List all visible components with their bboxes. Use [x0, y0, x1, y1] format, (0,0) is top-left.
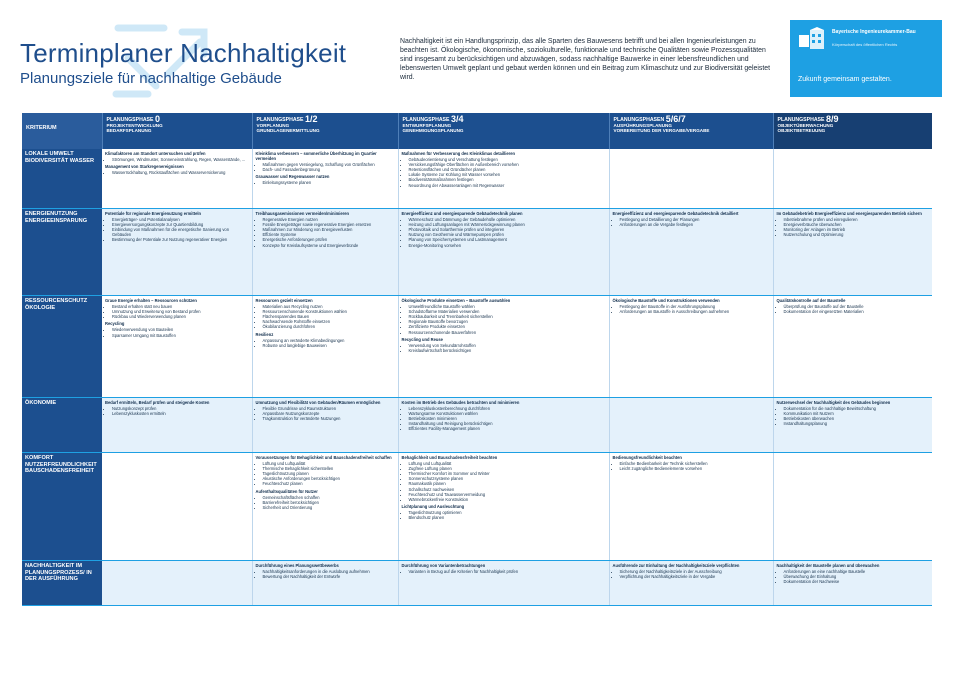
list-item: • Inbetriebnahme prüfen und einregulieren	[784, 217, 929, 222]
phase-cell	[609, 561, 773, 606]
cell-list	[105, 157, 249, 162]
list-item: • Effizientes Facility-Management planen	[409, 426, 606, 431]
cell-list	[256, 406, 395, 421]
cell-list	[105, 170, 249, 175]
list-item: • Wiederverwendung von Bauteilen	[112, 327, 249, 332]
cell-heading: Grauwasser und Regenwasser nutzen	[255, 174, 330, 180]
column-header-phase-5-6-7: PLANUNGSPHASEN 5/6/7 AUSFÜHRUNGSPLANUNG VORBEREITUNG DER VERGABE/VERGABE	[609, 113, 773, 149]
phase-cell	[252, 149, 398, 209]
org-sub: Körperschaft des öffentlichen Rechts	[832, 42, 898, 47]
list-item: • Energie-Monitoring vorsehen	[409, 243, 606, 248]
page-header	[0, 0, 953, 112]
list-item: • Instandhaltung und Reinigung berücksichtigen	[409, 421, 606, 426]
phase-cell	[609, 453, 773, 561]
list-item: • Anforderungen an eine nachhaltige Baustelle	[784, 569, 929, 574]
list-item: • Robuste und langlebige Bauweisen	[263, 343, 395, 348]
list-item: • Tageslichtnutzung planen	[263, 471, 395, 476]
phase-cell	[102, 296, 252, 398]
table-row	[22, 149, 932, 209]
column-header-kriterium: KRITERIUM	[22, 113, 102, 149]
cell-heading: Resilienz	[255, 331, 274, 337]
list-item: • Lokale Systeme zur Kühlung mit Wasser vorsehen	[409, 172, 606, 177]
cell-list	[256, 495, 395, 510]
phase-cell	[398, 149, 609, 209]
phase-cell	[773, 149, 932, 209]
cell-list	[402, 343, 606, 353]
list-item: • Leicht zugängliche Bedienelemente vorsehen	[620, 466, 770, 471]
phase-cell	[609, 398, 773, 453]
list-item: • Biodiversitätsmaßnahmen festlegen	[409, 177, 606, 182]
column-header-phase-8-9: PLANUNGSPHASE 8/9 OBJEKTÜBERWACHUNG OBJEKTBETREUUNG	[773, 113, 932, 149]
phase-cell	[773, 453, 932, 561]
cell-heading: Voraussetzungen für Behaglichkeit und Bauschadensfreiheit schaffen	[255, 455, 392, 460]
list-item: • Retentionsflächen und Gründächer planen	[409, 167, 606, 172]
cell-heading: Aufenthaltsqualitäten für Nutzer	[255, 488, 318, 494]
list-item: • Wartungsarme Konstruktionen wählen	[409, 411, 606, 416]
list-item: • Dokumentation der Nachweise	[784, 579, 929, 584]
list-item: • Sonnenschutzsysteme planen	[409, 476, 606, 481]
cell-heading: Durchführung von Variantenbetrachtungen	[401, 563, 486, 568]
phase-cell	[102, 453, 252, 561]
cell-list	[105, 217, 249, 242]
phase-cell	[398, 209, 609, 296]
cell-list	[402, 157, 606, 188]
list-item: • Umweltfreundliche Baustoffe wählen	[409, 304, 606, 309]
cell-heading: Kosten im Betrieb des Gebäudes betrachten und minimieren	[401, 400, 520, 405]
list-item: • Photovoltaik und Solarthermie prüfen und integrieren	[409, 227, 606, 232]
list-item: • Raumakustik planen	[409, 481, 606, 486]
list-item: • Strömungen, Windmuster, Sonneneinstrahlung, Regen, Wasserstände, ...	[112, 157, 249, 162]
cell-heading: Recycling	[105, 321, 125, 327]
cell-list	[105, 327, 249, 337]
list-item: • Lüftung und Luftqualität	[409, 461, 606, 466]
cell-heading: Potentiale für regionale Energienutzung ermitteln	[105, 211, 201, 216]
criterion-label: NACHHALTIGKEIT IM PLANUNGSPROZESS/ IN DER AUSFÜHRUNG	[22, 561, 102, 606]
list-item: • Heizung und Lüftungsanlagen mit Wärmerückgewinnung planen	[409, 222, 606, 227]
list-item: • Einbindung von Maßnahmen für die energetische Sanierung von Gebäuden	[112, 227, 249, 237]
cell-list	[402, 406, 606, 431]
phase-cell	[398, 453, 609, 561]
cell-heading: Bedienungsfreundlichkeit beachten	[612, 455, 682, 460]
phase-cell	[102, 561, 252, 606]
phase-cell	[252, 398, 398, 453]
list-item: • Energieträger- und Potentialanalysen	[112, 217, 249, 222]
cell-list	[402, 217, 606, 248]
cell-heading: Durchführung eines Planungswettbewerbs	[255, 563, 339, 568]
list-item: • Akustische Anforderungen berücksichtigen	[263, 476, 395, 481]
list-item: • Regenerative Energien nutzen	[263, 217, 395, 222]
list-item: • Nachhaltigkeitsanforderungen in die Auslobung aufnehmen	[263, 569, 395, 574]
list-item: • Zertifizierte Produkte einsetzen	[409, 324, 606, 329]
list-item: • Umnutzung und Erweiterung von Bestand prüfen	[112, 309, 249, 314]
list-item: • Neuordnung der Abwasseranlagen mit Regenwasser	[409, 183, 606, 188]
list-item: • Sparsamer Umgang mit Baustoffen	[112, 333, 249, 338]
cell-list	[777, 217, 929, 237]
list-item: • Wärmeschutz und Dämmung der Gebäudehülle optimieren	[409, 217, 606, 222]
list-item: • Instandhaltungsplanung	[784, 421, 929, 426]
cell-list	[105, 304, 249, 319]
list-item: • Schallschutz nachweisen	[409, 487, 606, 492]
brand-box	[790, 20, 942, 97]
cell-heading: Klimafaktoren am Standort untersuchen und prüfen	[105, 151, 206, 156]
cell-heading: Behaglichkeit und Bauschadensfreiheit beachten	[401, 455, 498, 460]
list-item: • Bestand erhalten statt neu bauen	[112, 304, 249, 309]
list-item: • Feuchteschutz und Tauwasservermeidung	[409, 492, 606, 497]
page-title: Terminplaner Nachhaltigkeit	[20, 38, 347, 68]
phase-cell	[609, 149, 773, 209]
list-item: • Maßnahmen gegen Versiegelung, Schaffung von Grünflächen	[263, 162, 395, 167]
cell-list	[402, 510, 606, 520]
list-item: • Konzepte für Kreislaufsysteme und Energieverbünde	[263, 243, 395, 248]
list-item: • Effiziente Systeme	[263, 232, 395, 237]
list-item: • Schadstoffarme Materialien verwenden	[409, 309, 606, 314]
list-item: • Barrierefreiheit berücksichtigen	[263, 500, 395, 505]
list-item: • Tageslichtnutzung optimieren	[409, 510, 606, 515]
list-item: • Dokumentation für die nachhaltige Bewirtschaftung	[784, 406, 929, 411]
phase-cell	[252, 453, 398, 561]
cell-heading: Treibhausgasemissionen vermeiden/minimieren	[255, 211, 350, 216]
list-item: • Blendschutz planen	[409, 515, 606, 520]
list-item: • Thermische Behaglichkeit sicherstellen	[263, 466, 395, 471]
list-item: • Ökobilanzierung durchführen	[263, 324, 395, 329]
cell-heading: Recycling und Reuse	[401, 336, 443, 342]
list-item: • Überwachung der Einhaltung	[784, 574, 929, 579]
cell-heading: Management von Starkregenereignissen	[105, 164, 184, 170]
criterion-label: ÖKONOMIE	[22, 398, 102, 453]
cell-heading: Qualitätskontrolle auf der Baustelle	[776, 298, 846, 303]
planner-table-area	[22, 113, 932, 629]
phase-cell	[609, 296, 773, 398]
list-item: • Thermischer Komfort im Sommer und Winter	[409, 471, 606, 476]
list-item: • Materialien aus Recycling nutzen	[263, 304, 395, 309]
list-item: • Feuchteschutz planen	[263, 481, 395, 486]
cell-list	[256, 162, 395, 172]
cell-list	[256, 461, 395, 486]
phase-cell	[252, 561, 398, 606]
cell-heading: Graue Energie erhalten – Ressourcen schützen	[105, 298, 197, 303]
list-item: • Betriebskosten minimieren	[409, 416, 606, 421]
cell-list	[256, 217, 395, 248]
list-item: • Anforderungen an Baustoffe in Ausschreibungen aufnehmen	[620, 309, 770, 314]
list-item: • Zugfreie Lüftung planen	[409, 466, 606, 471]
cell-list	[402, 461, 606, 502]
list-item: • Wärmebrückenfreie Konstruktion	[409, 497, 606, 502]
list-item: • Überprüfung der Baustoffe auf der Baustelle	[784, 304, 929, 309]
phase-cell	[102, 149, 252, 209]
list-item: • Sicherheit und Orientierung	[263, 505, 395, 510]
criterion-label: ENERGIENUTZUNG ENERGIEEINSPARUNG	[22, 209, 102, 296]
list-item: • Verpflichtung der Nachhaltigkeitsziele in der Vergabe	[620, 574, 770, 579]
cell-heading: Kleinklima verbessern – sommerliche Überhitzung im Quartier vermeiden	[255, 151, 377, 162]
table-row	[22, 453, 932, 561]
phase-cell	[102, 209, 252, 296]
list-item: • Maßnahmen zur Minderung von Energieverlusten	[263, 227, 395, 232]
cell-list	[777, 569, 929, 584]
list-item: • Nachwachsende Rohstoffe einsetzen	[263, 319, 395, 324]
cell-heading: Ausführende zur Einhaltung der Nachhaltigkeitsziele verpflichten	[612, 563, 740, 568]
phase-cell	[773, 209, 932, 296]
cell-list	[256, 569, 395, 579]
list-item: • Festlegung der Baustoffe in der Ausführungsplanung	[620, 304, 770, 309]
list-item: • Bestimmung der Potentiale zur Nutzung regenerativer Energien	[112, 237, 249, 242]
list-item: • Tragkonstruktion für veränderte Nutzungen	[263, 416, 395, 421]
cell-heading: Ökologische Baustoffe und Konstruktionen verwenden	[612, 298, 720, 303]
cell-list	[256, 338, 395, 348]
cell-list	[777, 406, 929, 426]
list-item: • Festlegung und Detaillierung der Planungen	[620, 217, 770, 222]
list-item: • Sicherung der Nachhaltigkeitsziele in der Ausschreibung	[620, 569, 770, 574]
cell-heading: Im Gebäudebetrieb Energieeffizienz und energiesparenden Betrieb sichern	[776, 211, 922, 216]
list-item: • Lebenszykluskosten ermitteln	[112, 411, 249, 416]
list-item: • Einleitungssysteme planen	[263, 180, 395, 185]
intro-text: Nachhaltigkeit ist ein Handlungsprinzip, das alle Sparten des Bauwesens betrifft und bei allen Ingenieurleistungen zu beachten ist. Ökologische, ökonomische, soziokulturelle, funktionale und technische Qualitäten sowie Prozessqualitäten sind insgesamt zu berücksichtigen und abzuwägen, sodass nachhaltige Bauwerke in einer lebensfreundlichen und lebenswerten Umwelt geplant und gebaut werden können und ein Beitrag zum Klimaschutz und zur Biodiversität geleistet wird.	[400, 38, 771, 81]
list-item: • Bewertung der Nachhaltigkeit der Entwürfe	[263, 574, 395, 579]
list-item: • Energieverbräuche überwachen	[784, 222, 929, 227]
list-item: • Varianten in Bezug auf die Kriterien für Nachhaltigkeit prüfen	[409, 569, 606, 574]
list-item: • Energetische Anforderungen prüfen	[263, 237, 395, 242]
list-item: • Anpassbare Nutzungskonzepte	[263, 411, 395, 416]
list-item: • Gemeinschaftsflächen schaffen	[263, 495, 395, 500]
list-item: • Betriebskosten überwachen	[784, 416, 929, 421]
phase-cell	[252, 209, 398, 296]
phase-cell	[609, 209, 773, 296]
list-item: • Wasserrückhaltung, Rückstauflächen und Wasserversickerung	[112, 170, 249, 175]
list-item: • Ressourcenschonende Konstruktionen wählen	[263, 309, 395, 314]
list-item: • Ressourcenschonende Bauverfahren	[409, 330, 606, 335]
cell-list	[777, 304, 929, 314]
list-item: • Dach- und Fassadenbegrünung	[263, 167, 395, 172]
list-item: • Regionale Baustoffe bevorzugen	[409, 319, 606, 324]
cell-heading: Ressourcen gezielt einsetzen	[255, 298, 313, 303]
list-item: • Lüftung und Luftqualität	[263, 461, 395, 466]
list-item: • Flächensparendes Bauen	[263, 314, 395, 319]
planner-table	[22, 113, 932, 606]
phase-cell	[398, 296, 609, 398]
phase-cell	[252, 296, 398, 398]
list-item: • Verwendung von Sekundärrohstoffen	[409, 343, 606, 348]
phase-cell	[773, 561, 932, 606]
list-item: • Anforderungen an die Vergabe festlegen	[620, 222, 770, 227]
table-row	[22, 398, 932, 453]
cell-heading: Umnutzung und Flexibilität von Gebäuden/Räumen ermöglichen	[255, 400, 381, 405]
table-row	[22, 209, 932, 296]
list-item: • Kommunikation mit Nutzern	[784, 411, 929, 416]
cell-heading: Maßnahmen für Verbesserung des Kleinklimas detaillieren	[401, 151, 516, 156]
list-item: • Fossile Energieträger sowie regenerative Energien ersetzen	[263, 222, 395, 227]
list-item: • Energieversorgungskonzepte zur Quartiersbildung	[112, 222, 249, 227]
chamber-logo-icon	[798, 27, 826, 53]
phase-cell	[398, 398, 609, 453]
page-subtitle: Planungsziele für nachhaltige Gebäude	[20, 70, 282, 87]
cell-heading: Bedarf ermitteln, Bedarf prüfen und steigende Kosten	[105, 400, 210, 405]
list-item: • Nutzungskonzept prüfen	[112, 406, 249, 411]
list-item: • Versickerungsfähige Oberflächen im Außenbereich vorsehen	[409, 162, 606, 167]
list-item: • Planung von Speichersystemen und Lastmanagement	[409, 237, 606, 242]
list-item: • Rückbaubarkeit und Trennbarkeit sicherstellen	[409, 314, 606, 319]
list-item: • Monitoring der Anlagen im Betrieb	[784, 227, 929, 232]
column-header-phase-0: PLANUNGSPHASE 0 PROJEKTENTWICKLUNG BEDARFSPLANUNG	[102, 113, 252, 149]
list-item: • Nutzung von Geothermie und Wärmepumpen prüfen	[409, 232, 606, 237]
cell-list	[402, 304, 606, 335]
table-row	[22, 296, 932, 398]
list-item: • Rückbau und Wiederverwendung planen	[112, 314, 249, 319]
cell-heading: Lichtplanung und Ausleuchtung	[401, 503, 465, 509]
cell-heading: Energieeffizienz und energiesparende Gebäudetechnik detailliert	[612, 211, 739, 216]
phase-cell	[773, 398, 932, 453]
criterion-label: RESSOURCENSCHUTZ ÖKOLOGIE	[22, 296, 102, 398]
list-item: • Lebenszykluskostenberechnung durchführen	[409, 406, 606, 411]
brand-slogan: Zukunft gemeinsam gestalten.	[798, 76, 892, 83]
table-row	[22, 561, 932, 606]
cell-heading: Nutzerwechsel der Nachhaltigkeit des Gebäudes beginnen	[776, 400, 891, 405]
list-item: • Einfache Bedienbarkeit der Technik sicherstellen	[620, 461, 770, 466]
table-header-row	[22, 113, 932, 149]
cell-list	[105, 406, 249, 416]
phase-cell	[398, 561, 609, 606]
column-header-phase-1-2: PLANUNGSPHASE 1/2 VORPLANUNG GRUNDLAGENERMITTLUNG	[252, 113, 398, 149]
criterion-label: LOKALE UMWELT BIODIVERSITÄT WASSER	[22, 149, 102, 209]
cell-heading: Ökologische Produkte einsetzen – Baustoffe auswählen	[401, 298, 511, 303]
criterion-label: KOMFORT NUTZERFREUNDLICHKEIT BAUSCHADENSFREIHEIT	[22, 453, 102, 561]
phase-cell	[773, 296, 932, 398]
list-item: • Flexible Grundrisse und Raumstrukturen	[263, 406, 395, 411]
org-name: Bayerische Ingenieurekammer-Bau	[832, 29, 916, 35]
cell-list	[613, 461, 770, 471]
cell-list	[256, 304, 395, 329]
cell-list	[402, 569, 606, 574]
cell-list	[256, 180, 395, 185]
list-item: • Dokumentation der eingesetzten Materialien	[784, 309, 929, 314]
phase-cell	[102, 398, 252, 453]
list-item: • Nutzerschulung und Optimierung	[784, 232, 929, 237]
list-item: • Anpassung an veränderte Klimabedingungen	[263, 338, 395, 343]
cell-list	[613, 217, 770, 227]
cell-list	[613, 304, 770, 314]
list-item: • Gebäudeorientierung und Verschattung festlegen	[409, 157, 606, 162]
cell-heading: Energieeffizienz und energiesparende Gebäudetechnik planen	[401, 211, 523, 216]
cell-list	[613, 569, 770, 579]
column-header-phase-3-4: PLANUNGSPHASE 3/4 ENTWURFSPLANUNG GENEHMIGUNGSPLANUNG	[398, 113, 609, 149]
table-body	[22, 149, 932, 606]
list-item: • Kreislaufwirtschaft berücksichtigen	[409, 348, 606, 353]
cell-heading: Nachhaltigkeit der Baustelle planen und überwachen	[776, 563, 880, 568]
